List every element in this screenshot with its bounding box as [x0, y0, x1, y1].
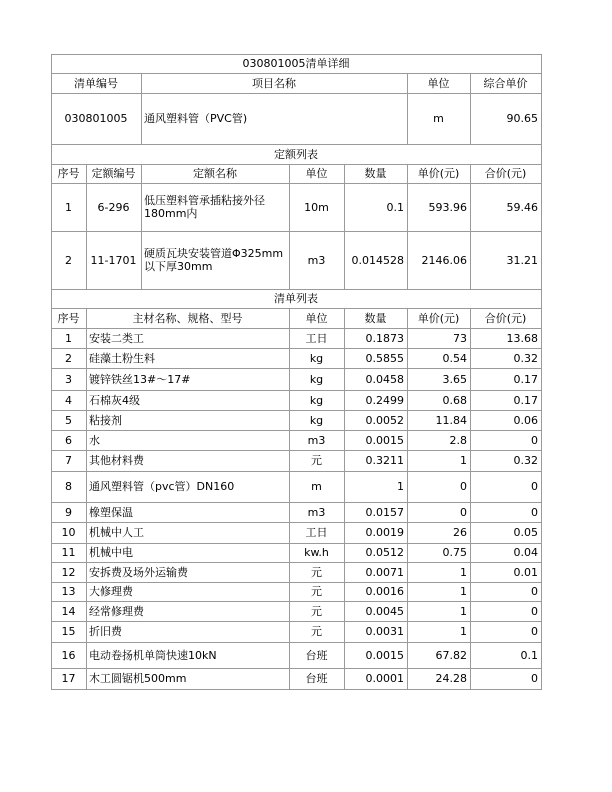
material-row-seq: 12 [61, 565, 76, 579]
material-row-name: 其他材料费 [89, 454, 144, 467]
quota-row-code: 6-296 [97, 200, 130, 214]
quota-row-price: 2146.06 [421, 253, 467, 267]
material-row-seq: 8 [65, 480, 72, 493]
material-row-unit: kg [309, 351, 324, 365]
material-row-seq: 11 [61, 546, 76, 559]
material-row-seq: 17 [61, 672, 76, 685]
quota-header-qty: 数量 [364, 167, 387, 180]
quota-row-qty: 0.014528 [351, 253, 404, 267]
material-row-total: 0.17 [513, 372, 538, 386]
material-row-price: 1 [460, 565, 467, 579]
material-row-seq: 1 [65, 331, 72, 345]
quota-header-seq: 序号 [57, 167, 80, 180]
material-row-price: 0.75 [442, 546, 467, 559]
quota-row-total: 59.46 [506, 200, 538, 214]
material-row-price: 1 [460, 604, 467, 618]
material-row-qty: 0.0015 [365, 433, 404, 447]
material-row-unit: kg [309, 413, 324, 427]
material-row-unit: 元 [311, 565, 322, 579]
material-row-total: 0 [531, 604, 538, 618]
material-row-total: 0.01 [513, 565, 538, 579]
material-row-price: 1 [460, 585, 467, 598]
material-row-name: 通风塑料管（pvc管）DN160 [89, 480, 235, 493]
material-row-qty: 1 [397, 480, 404, 493]
material-row-seq: 7 [65, 454, 72, 467]
material-row-total: 0 [531, 625, 538, 638]
material-row-total: 13.68 [506, 331, 538, 345]
material-row-qty: 0.0071 [365, 565, 404, 579]
material-row-seq: 15 [61, 625, 76, 638]
material-row-price: 11.84 [435, 413, 467, 427]
material-row-total: 0.17 [513, 393, 538, 407]
quota-header-name: 定额名称 [193, 167, 237, 180]
material-header-qty: 数量 [364, 311, 387, 325]
material-row-name: 粘接剂 [89, 413, 122, 427]
material-row-unit: 工日 [305, 526, 328, 539]
material-row-total: 0.04 [513, 546, 538, 559]
material-row-qty: 0.0016 [365, 585, 404, 598]
material-row-unit: 台班 [305, 648, 328, 662]
item-header-name: 项目名称 [252, 76, 296, 90]
material-row-name: 大修理费 [89, 585, 133, 598]
material-row-qty: 0.0512 [365, 546, 404, 559]
material-row-price: 0.68 [442, 393, 467, 407]
material-row-total: 0.05 [513, 526, 538, 539]
material-row-price: 0 [460, 505, 467, 519]
material-row-unit: 工日 [305, 331, 328, 345]
material-row-total: 0.32 [513, 454, 538, 467]
quota-row-name: 低压塑料管承插粘接外径180mm内 [144, 194, 265, 220]
quota-row-unit: 10m [304, 200, 329, 214]
material-row-name: 橡塑保温 [89, 505, 133, 519]
material-row-qty: 0.0001 [365, 672, 404, 685]
material-row-qty: 0.0052 [365, 413, 404, 427]
material-row-name: 折旧费 [89, 625, 122, 638]
material-row-total: 0.32 [513, 351, 538, 365]
material-row-name: 水 [89, 433, 100, 447]
material-row-price: 1 [460, 454, 467, 467]
material-row-qty: 0.1873 [365, 331, 404, 345]
sheet-title: 030801005清单详细 [242, 57, 350, 70]
material-row-unit: 台班 [305, 672, 328, 685]
material-row-seq: 16 [61, 648, 76, 662]
material-row-seq: 9 [65, 505, 72, 519]
quota-header-price: 单价(元) [417, 167, 460, 180]
quota-row-code: 11-1701 [90, 253, 137, 267]
quota-header-total: 合价(元) [484, 167, 527, 180]
material-row-name: 木工圆锯机500mm [89, 672, 187, 685]
material-row-total: 0.1 [520, 648, 538, 662]
material-row-seq: 4 [65, 393, 72, 407]
material-row-name: 经常修理费 [89, 604, 144, 618]
material-row-unit: m [311, 480, 322, 493]
material-row-unit: 元 [311, 585, 322, 598]
material-header-name: 主材名称、规格、型号 [132, 311, 243, 325]
material-row-price: 26 [453, 526, 467, 539]
quota-header-code: 定额编号 [91, 167, 136, 180]
material-row-price: 24.28 [435, 672, 467, 685]
material-row-unit: m3 [307, 505, 326, 519]
quota-row-name: 硬质瓦块安装管道Φ325mm以下厚30mm [144, 247, 284, 273]
item-header-unit-price: 综合单价 [483, 76, 528, 90]
material-row-seq: 14 [61, 604, 76, 618]
material-row-price: 0.54 [442, 351, 467, 365]
table-grid-line [51, 689, 542, 690]
material-row-unit: kg [309, 393, 324, 407]
material-row-price: 67.82 [435, 648, 467, 662]
item-unit: m [433, 112, 444, 125]
material-row-total: 0 [531, 585, 538, 598]
material-row-qty: 0.0019 [365, 526, 404, 539]
quota-row-price: 593.96 [428, 200, 467, 214]
material-row-total: 0 [531, 505, 538, 519]
material-row-price: 73 [453, 331, 467, 345]
material-row-qty: 0.0015 [365, 648, 404, 662]
quota-row-seq: 1 [65, 200, 72, 214]
material-row-unit: kw.h [304, 546, 329, 559]
material-row-seq: 13 [61, 585, 76, 598]
material-row-name: 机械中人工 [89, 526, 144, 539]
material-row-name: 机械中电 [89, 546, 133, 559]
material-row-unit: 元 [311, 604, 322, 618]
material-row-unit: 元 [311, 454, 322, 467]
material-row-qty: 0.0458 [365, 372, 404, 386]
material-row-seq: 5 [65, 413, 72, 427]
item-code: 030801005 [64, 112, 128, 125]
material-row-unit: 元 [311, 625, 322, 638]
material-header-seq: 序号 [57, 311, 80, 325]
material-row-total: 0 [531, 433, 538, 447]
material-header-unit: 单位 [305, 311, 328, 325]
material-row-name: 硅藻土粉生料 [89, 351, 155, 365]
quota-row-seq: 2 [65, 253, 72, 267]
material-row-price: 0 [460, 480, 467, 493]
material-row-name: 石棉灰4级 [89, 393, 140, 407]
material-row-price: 3.65 [442, 372, 467, 386]
material-row-seq: 10 [61, 526, 76, 539]
material-row-unit: m3 [307, 433, 326, 447]
quota-row-qty: 0.1 [386, 200, 404, 214]
material-row-price: 1 [460, 625, 467, 638]
material-row-total: 0.06 [513, 413, 538, 427]
material-row-qty: 0.0031 [365, 625, 404, 638]
item-name: 通风塑料管（PVC管) [144, 112, 248, 125]
material-header-total: 合价(元) [484, 311, 527, 325]
item-header-code: 清单编号 [74, 76, 118, 90]
quota-row-total: 31.21 [506, 253, 538, 267]
material-row-qty: 0.2499 [365, 393, 404, 407]
table-grid-line [541, 54, 542, 690]
material-row-price: 2.8 [449, 433, 467, 447]
material-row-name: 电动卷扬机单筒快速10kN [89, 648, 217, 662]
material-row-name: 安拆费及场外运输费 [89, 565, 188, 579]
material-section-title: 清单列表 [274, 292, 318, 305]
material-row-qty: 0.5855 [365, 351, 404, 365]
material-row-seq: 3 [65, 372, 72, 386]
material-row-unit: kg [309, 372, 324, 386]
quota-section-title: 定额列表 [274, 147, 318, 161]
quota-row-unit: m3 [307, 253, 326, 267]
material-row-seq: 2 [65, 351, 72, 365]
material-row-name: 镀锌铁丝13#～17# [89, 372, 191, 386]
item-unit-price: 90.65 [506, 112, 538, 125]
material-row-qty: 0.0157 [365, 505, 404, 519]
material-row-total: 0 [531, 672, 538, 685]
material-row-total: 0 [531, 480, 538, 493]
item-header-unit: 单位 [427, 76, 450, 90]
material-row-name: 安装二类工 [89, 331, 144, 345]
material-row-qty: 0.0045 [365, 604, 404, 618]
quota-header-unit: 单位 [305, 167, 328, 180]
material-row-qty: 0.3211 [365, 454, 404, 467]
material-row-seq: 6 [65, 433, 72, 447]
material-header-price: 单价(元) [417, 311, 460, 325]
